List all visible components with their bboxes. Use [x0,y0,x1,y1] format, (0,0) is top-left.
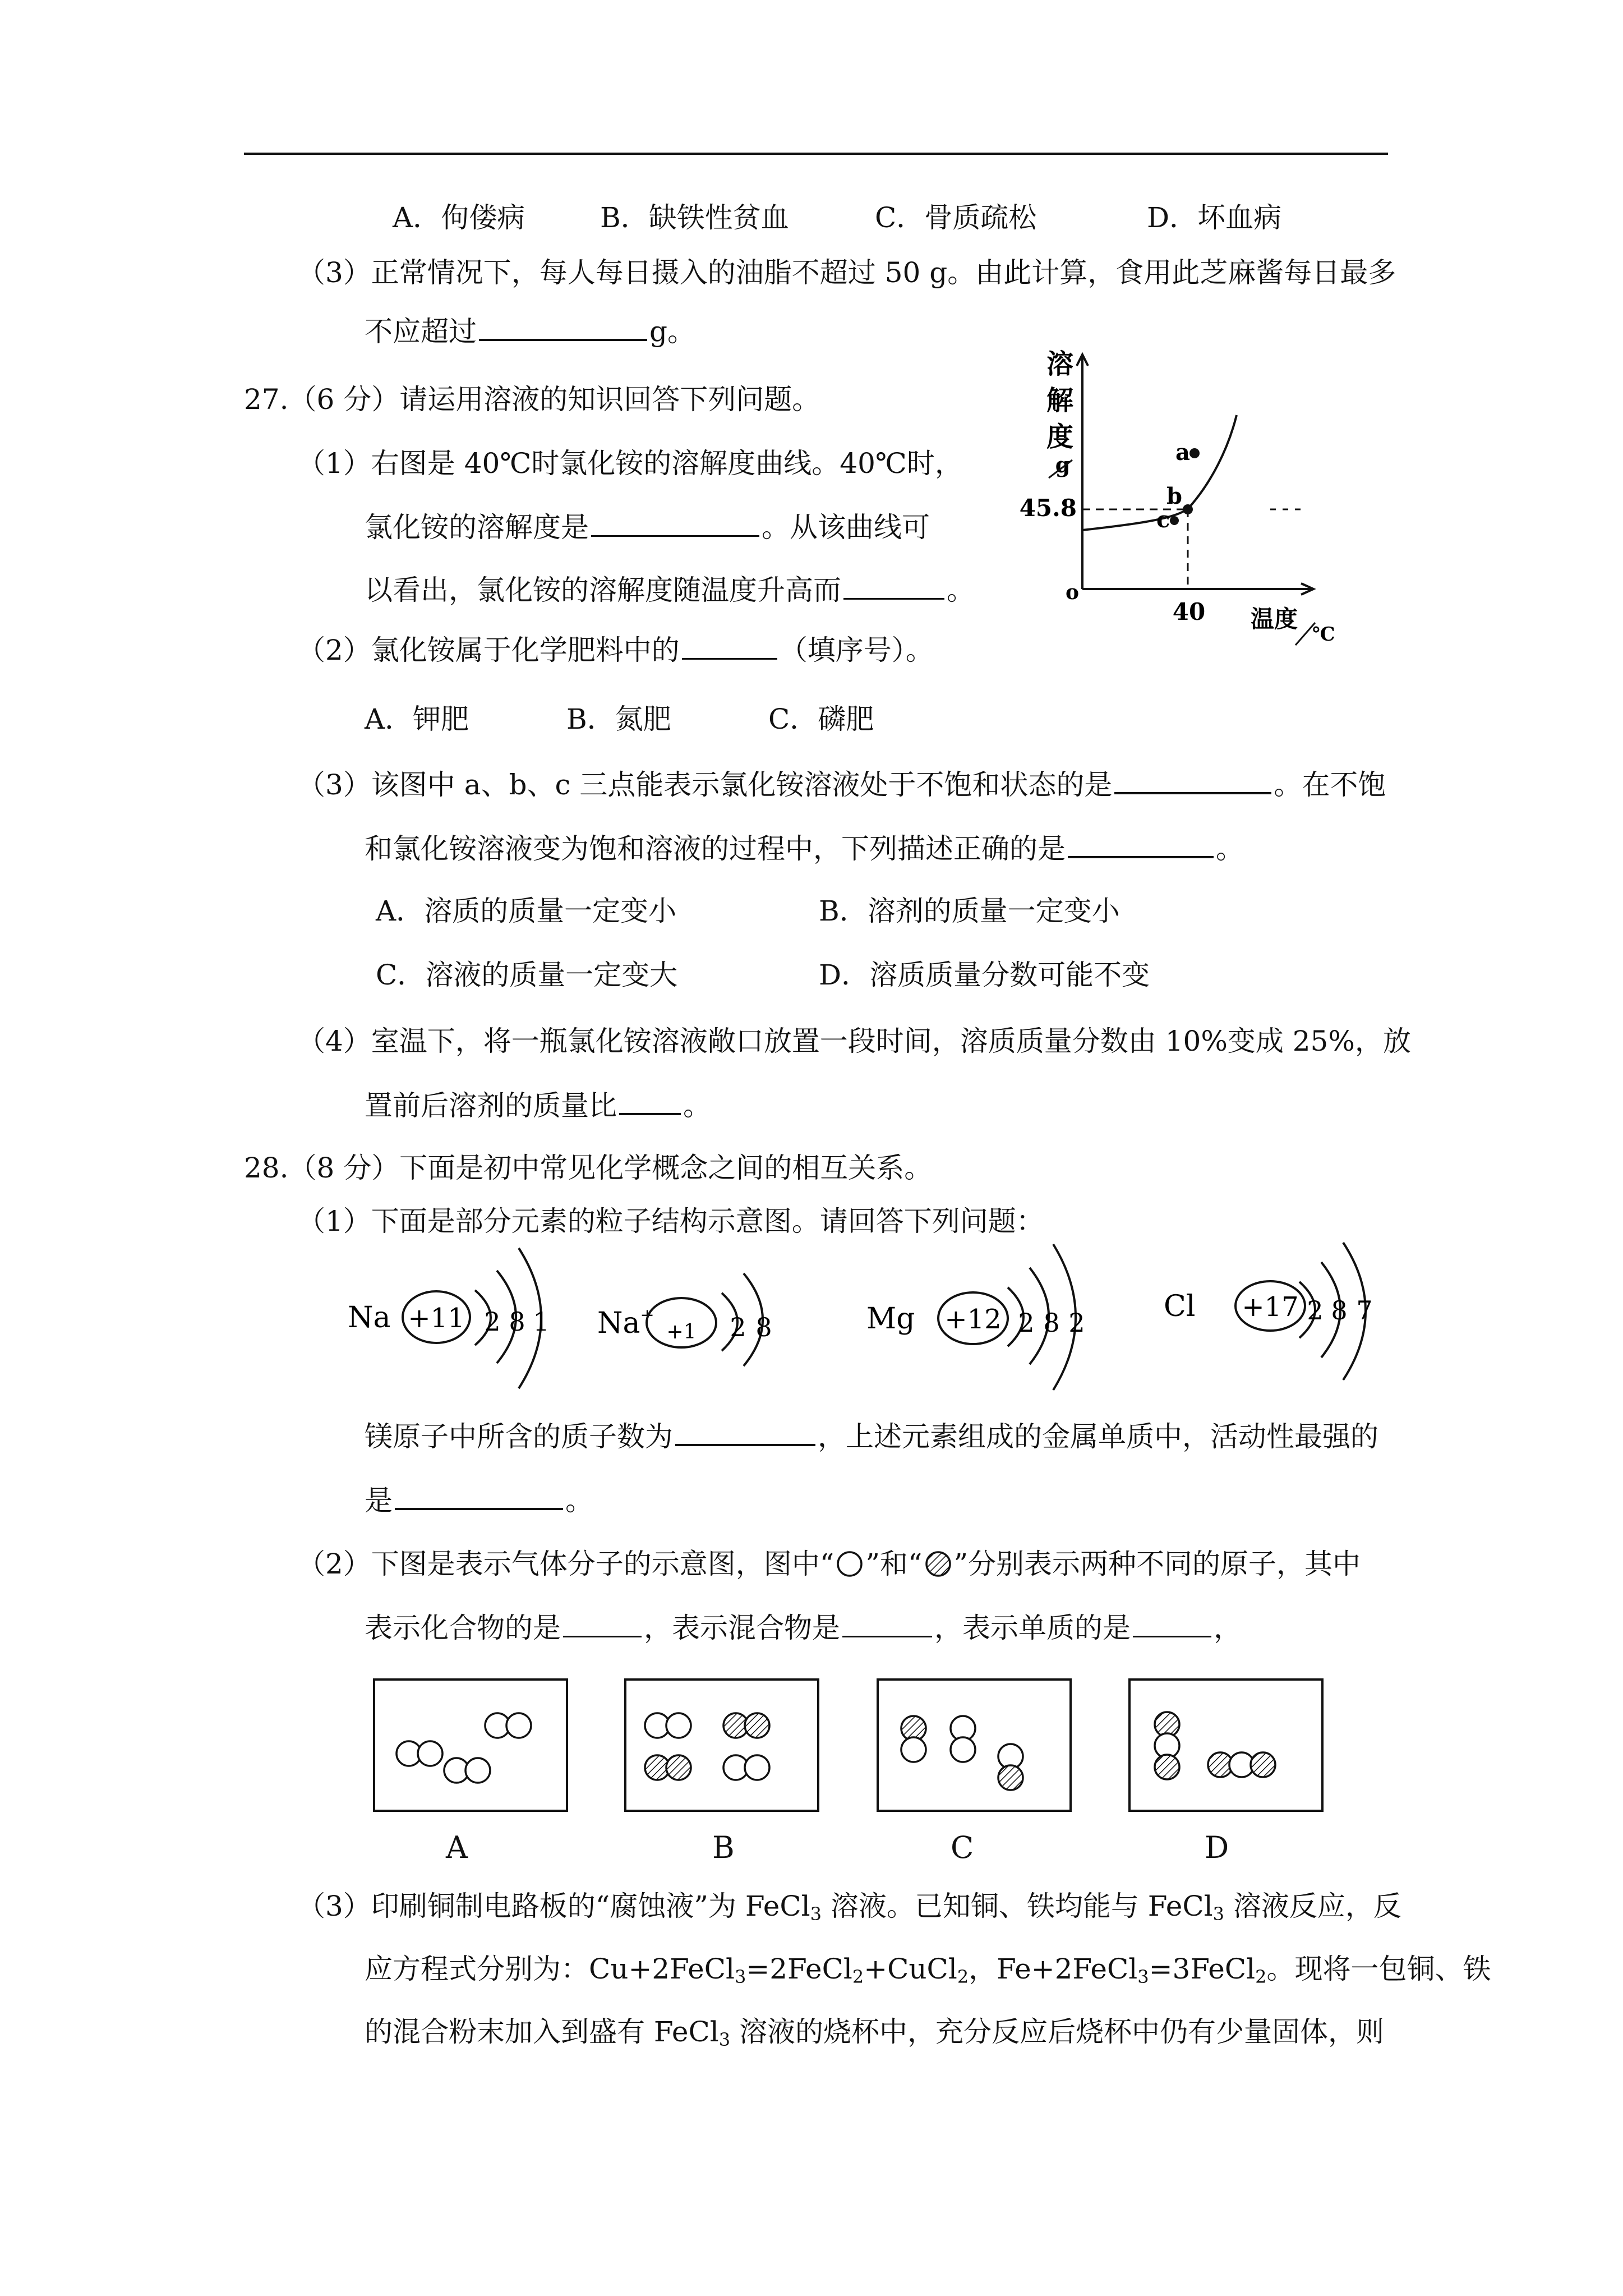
q28-p1-q-line1: 镁原子中所含的质子数为 ，上述元素组成的金属单质中，活动性最强的 [365,1417,1378,1455]
electron-count: 8 [1331,1295,1348,1326]
molecule-box-d [1128,1678,1324,1812]
atom-diagram-3 [866,1244,1085,1390]
white-atom [465,1758,490,1783]
q27-p4-line2: 置前后溶剂的质量比 。 [365,1086,711,1124]
q27-p1-line1: （1）右图是 40℃时氯化铵的溶解度曲线。40℃时， [297,447,963,480]
electron-count: 8 [755,1312,772,1342]
point-label-a: a [1175,439,1190,466]
nuclear-charge: +1 [666,1320,697,1343]
molecule [1155,1712,1179,1779]
solubility-chart [1009,348,1346,651]
element-symbol: Mg [866,1302,915,1336]
molecule [723,1713,769,1738]
point-b [1183,504,1193,514]
hatched-atom [745,1713,769,1738]
q27-p2: （2）氯化铵属于化学肥料中的 （填序号）。 [297,631,934,668]
answer-blank[interactable] [1133,1609,1211,1637]
header-rule [244,153,1388,155]
q28-p1-q-line2: 是 。 [365,1481,593,1519]
box-label-d: D [1205,1830,1229,1865]
y-label-char: 解 [1046,385,1074,416]
white-atom [951,1737,975,1762]
molecule [951,1716,975,1762]
q27-p3-option-d: D．溶质质量分数可能不变 [819,959,1150,991]
q27-p3-line1: （3）该图中 a、b、c 三点能表示氯化铵溶液处于不饱和状态的是 。在不饱 [297,765,1386,803]
ion-charge: + [640,1305,654,1325]
molecule [485,1713,531,1738]
molecule-box-b [624,1678,819,1812]
y-label-char: 溶 [1046,348,1074,380]
white-atom [506,1713,531,1738]
q26-option-a: A．佝偻病 [393,201,525,234]
atom-diagram-1 [348,1248,550,1388]
hatched-atom [1251,1752,1275,1777]
answer-blank[interactable] [675,1417,815,1446]
box-label-a: A [446,1830,468,1865]
molecule-box-a [373,1678,568,1812]
electron-count: 2 [1307,1295,1324,1326]
electron-count: 8 [1043,1308,1060,1338]
q28-p3-line2: 应方程式分别为：Cu+2FeCl$_3$=2FeCl$_2$+CuCl$_2$，Fe+2FeCl$_3$=3FeCl$_2$。现将一包铜、铁 [365,1953,1491,1987]
q27-p3-option-c: C．溶液的质量一定变大 [376,959,678,991]
box-label-b: B [712,1830,735,1865]
white-atom [418,1741,442,1766]
molecule [901,1716,926,1762]
element-symbol: Na+ [597,1305,654,1340]
answer-blank[interactable] [1068,829,1214,858]
q26-p3-line1: （3）正常情况下，每人每日摄入的油脂不超过 50 g。由此计算，食用此芝麻酱每日最多 [297,256,1396,289]
molecule [396,1741,442,1766]
electron-count: 8 [509,1306,525,1337]
q27-p2-option-c: C．磷肥 [768,703,874,735]
white-atom-icon [834,1550,865,1578]
hatched-atom [1155,1755,1179,1779]
answer-blank[interactable] [843,571,944,600]
q28-p3-line3: 的混合粉末加入到盛有 FeCl$_3$ 溶液的烧杯中，充分反应后烧杯中仍有少量固体，则 [365,2016,1384,2050]
molecule [645,1755,691,1780]
q27-p1-line2: 氯化铵的溶解度是 。从该曲线可 [365,508,930,545]
molecule [645,1713,691,1738]
atom-diagram-2 [597,1273,772,1366]
q27-p2-option-b: B．氮肥 [566,703,671,735]
q27-p3-line2: 和氯化铵溶液变为饱和溶液的过程中，下列描述正确的是 。 [365,829,1244,867]
y-unit: g [1055,452,1071,477]
x-unit: ℃ [1312,623,1335,646]
answer-blank[interactable] [479,312,647,341]
white-atom [666,1713,691,1738]
q27-p1-line3: 以看出，氯化铵的溶解度随温度升高而 。 [365,571,975,608]
point-label-b: b [1166,483,1182,509]
answer-blank[interactable] [682,631,777,660]
element-symbol: Na [348,1301,391,1335]
point-a [1189,448,1200,458]
answer-blank[interactable] [1114,765,1271,794]
molecule [998,1744,1023,1790]
electron-count: 7 [1356,1295,1373,1326]
molecule [1208,1752,1275,1777]
x-tick-label: 40 [1172,598,1206,625]
q28-p3-line1: （3）印刷铜制电路板的“腐蚀液”为 FeCl$_3$ 溶液。已知铜、铁均能与 FeCl$_3$ 溶液反应，反 [297,1890,1401,1925]
point-label-c: c [1156,507,1170,533]
white-atom [901,1737,926,1762]
electron-count: 2 [484,1306,501,1337]
electron-count: 1 [533,1306,550,1337]
q27-p3-option-a: A．溶质的质量一定变小 [376,895,677,927]
x-label: 温度 [1251,605,1298,633]
q28-p1: （1）下面是部分元素的粒子结构示意图。请回答下列问题： [297,1205,1044,1237]
q27-title: 27.（6 分）请运用溶液的知识回答下列问题。 [244,383,820,416]
answer-blank[interactable] [591,508,759,537]
q26-p3-line2: 不应超过 g。 [365,312,695,349]
q28-title: 28.（8 分）下面是初中常见化学概念之间的相互关系。 [244,1152,933,1184]
electron-count: 2 [1068,1308,1085,1338]
white-atom [745,1755,769,1780]
hatched-atom [666,1755,691,1780]
nuclear-charge: +11 [408,1303,465,1334]
answer-blank[interactable] [395,1481,563,1510]
y-tick-label: 45.8 [1019,494,1077,522]
hatched-atom [998,1765,1023,1790]
box-label-c: C [951,1830,974,1865]
q27-p4-line1: （4）室温下，将一瓶氯化铵溶液敞口放置一段时间，溶质质量分数由 10%变成 25%，放 [297,1025,1411,1057]
origin-label: o [1065,581,1080,604]
electron-count: 2 [1018,1308,1035,1338]
q27-p2-option-a: A．钾肥 [365,703,469,735]
molecule [444,1758,490,1783]
molecule-box-c [877,1678,1072,1812]
answer-blank[interactable] [842,1609,932,1637]
element-symbol: Cl [1164,1290,1196,1323]
answer-blank[interactable] [619,1086,681,1115]
q28-p2-line2: 表示化合物的是 ，表示混合物是 ，表示单质的是 ， [365,1609,1242,1646]
q26-option-b: B．缺铁性贫血 [600,201,789,234]
atom-structure-diagrams [336,1240,1402,1408]
q28-p2-line1: （2）下图是表示气体分子的示意图，图中“ ”和“ ”分别表示两种不同的原子，其中 [297,1548,1361,1580]
point-c [1170,516,1179,525]
answer-blank[interactable] [563,1609,642,1637]
nuclear-charge: +12 [944,1304,1002,1335]
nuclear-charge: +17 [1242,1291,1299,1323]
q27-p3-option-b: B．溶剂的质量一定变小 [819,895,1120,927]
electron-count: 2 [730,1312,746,1342]
q26-option-c: C．骨质疏松 [875,201,1037,234]
atom-diagram-4 [1164,1243,1373,1380]
hatched-atom-icon [923,1550,954,1578]
molecule [723,1755,769,1780]
y-label-char: 度 [1046,421,1074,453]
q26-option-d: D．坏血病 [1147,201,1282,234]
